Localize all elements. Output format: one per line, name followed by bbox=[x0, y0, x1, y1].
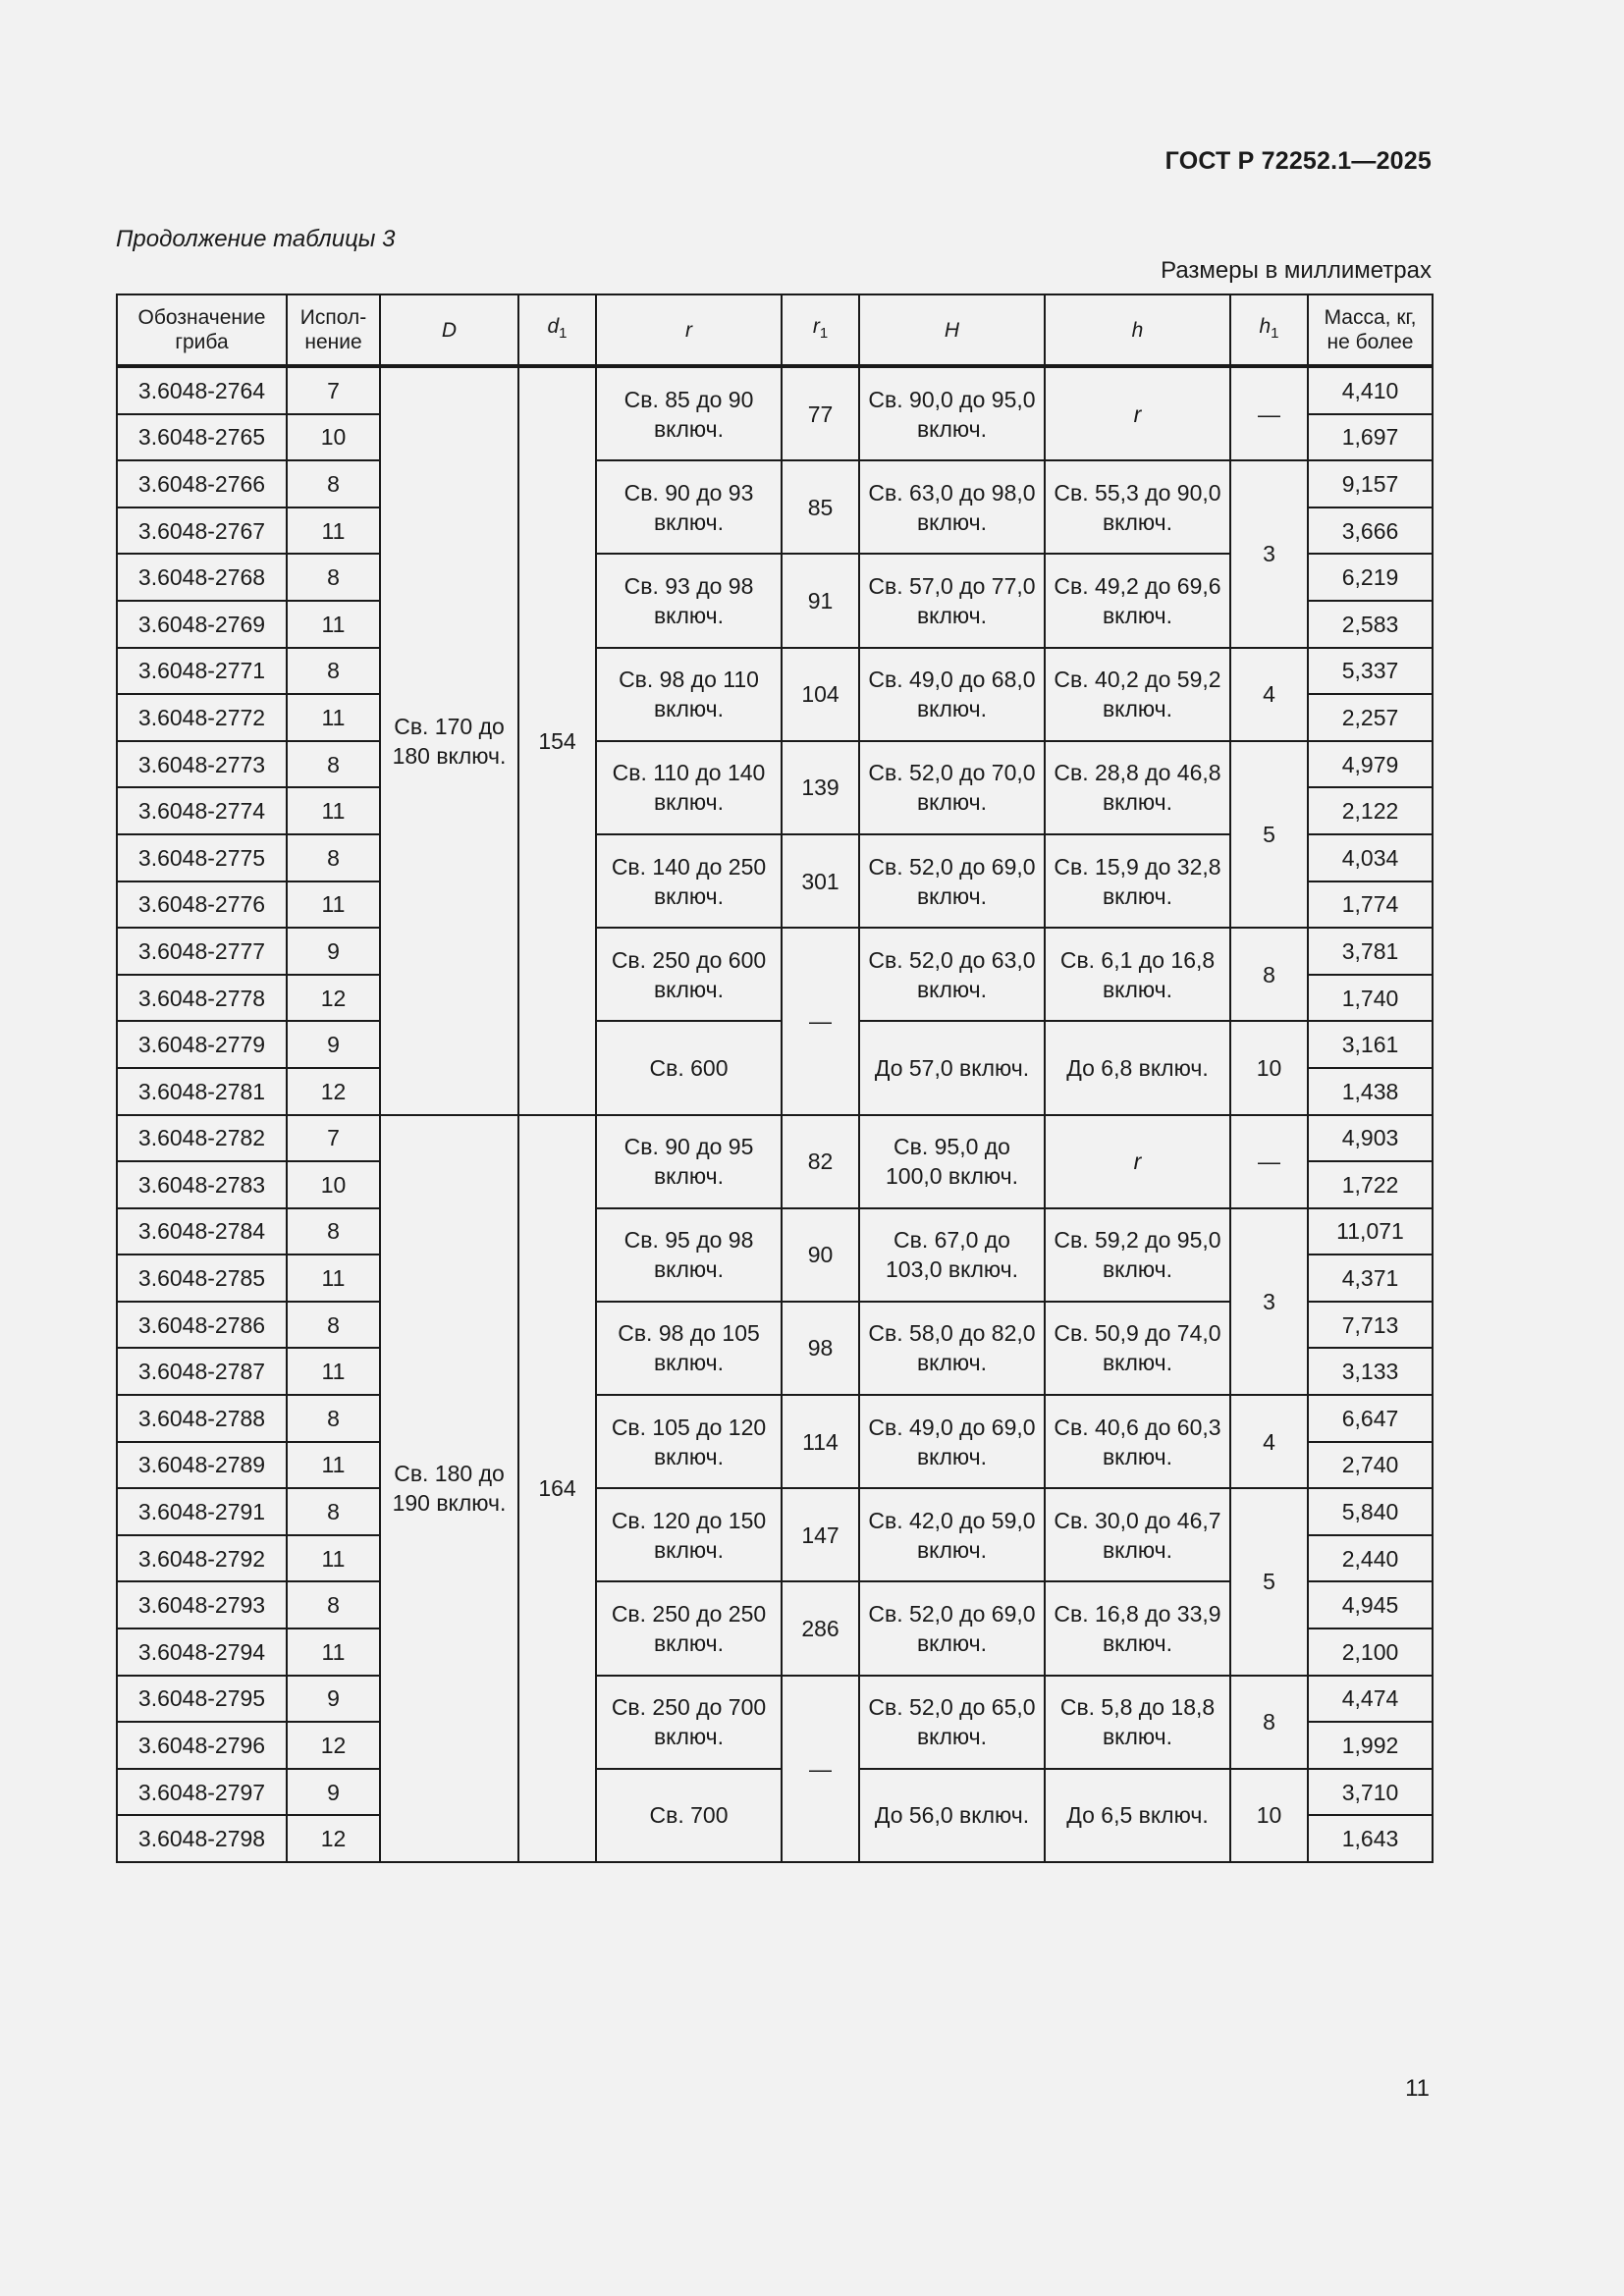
table-row bbox=[117, 366, 1433, 414]
cell-mass: 4,034 bbox=[1308, 834, 1433, 881]
cell-execution: 11 bbox=[287, 601, 380, 648]
cell-H: Св. 52,0 до 69,0 включ. bbox=[859, 1581, 1045, 1675]
cell-r: Св. 105 до 120 включ. bbox=[596, 1395, 782, 1488]
cell-h: Св. 15,9 до 32,8 включ. bbox=[1045, 834, 1230, 928]
cell-mass: 6,647 bbox=[1308, 1395, 1433, 1442]
cell-execution: 7 bbox=[287, 1115, 380, 1162]
cell-execution: 11 bbox=[287, 1255, 380, 1302]
cell-mass: 1,722 bbox=[1308, 1161, 1433, 1208]
cell-mass: 2,740 bbox=[1308, 1442, 1433, 1489]
cell-h1: 5 bbox=[1230, 741, 1308, 928]
table-header-row bbox=[117, 294, 1433, 366]
cell-H: Св. 90,0 до 95,0 включ. bbox=[859, 366, 1045, 460]
header-d1 bbox=[518, 294, 596, 366]
cell-r1: 104 bbox=[782, 648, 859, 741]
header-execution: Испол-нение bbox=[287, 294, 380, 366]
cell-h: Св. 49,2 до 69,6 включ. bbox=[1045, 554, 1230, 647]
cell-r1: — bbox=[782, 1676, 859, 1862]
cell-r1: 139 bbox=[782, 741, 859, 834]
cell-mass: 1,438 bbox=[1308, 1068, 1433, 1115]
cell-execution: 8 bbox=[287, 1395, 380, 1442]
cell-designation: 3.6048-2766 bbox=[117, 460, 287, 507]
cell-r: Св. 98 до 110 включ. bbox=[596, 648, 782, 741]
table-row bbox=[117, 1021, 1433, 1068]
cell-r1: 286 bbox=[782, 1581, 859, 1675]
cell-execution: 11 bbox=[287, 1348, 380, 1395]
cell-execution: 8 bbox=[287, 1208, 380, 1255]
cell-mass: 2,257 bbox=[1308, 694, 1433, 741]
cell-r1: 82 bbox=[782, 1115, 859, 1208]
cell-designation: 3.6048-2781 bbox=[117, 1068, 287, 1115]
cell-designation: 3.6048-2782 bbox=[117, 1115, 287, 1162]
cell-h: Св. 55,3 до 90,0 включ. bbox=[1045, 460, 1230, 554]
cell-mass: 4,979 bbox=[1308, 741, 1433, 788]
cell-H: Св. 49,0 до 69,0 включ. bbox=[859, 1395, 1045, 1488]
cell-mass: 4,945 bbox=[1308, 1581, 1433, 1629]
cell-mass: 1,740 bbox=[1308, 975, 1433, 1022]
cell-designation: 3.6048-2788 bbox=[117, 1395, 287, 1442]
cell-designation: 3.6048-2786 bbox=[117, 1302, 287, 1349]
table-row bbox=[117, 1488, 1433, 1535]
cell-designation: 3.6048-2794 bbox=[117, 1629, 287, 1676]
cell-designation: 3.6048-2765 bbox=[117, 414, 287, 461]
table-row bbox=[117, 928, 1433, 975]
cell-designation: 3.6048-2764 bbox=[117, 366, 287, 414]
cell-r1: 77 bbox=[782, 366, 859, 460]
cell-r: Св. 250 до 250 включ. bbox=[596, 1581, 782, 1675]
cell-r1: 147 bbox=[782, 1488, 859, 1581]
cell-execution: 11 bbox=[287, 1535, 380, 1582]
cell-h1: — bbox=[1230, 1115, 1308, 1208]
cell-H: Св. 67,0 до 103,0 включ. bbox=[859, 1208, 1045, 1302]
cell-designation: 3.6048-2787 bbox=[117, 1348, 287, 1395]
header-h1-symbol: h bbox=[1259, 314, 1272, 338]
cell-h1: 10 bbox=[1230, 1769, 1308, 1862]
cell-mass: 3,781 bbox=[1308, 928, 1433, 975]
cell-r1: 90 bbox=[782, 1208, 859, 1302]
cell-r: Св. 93 до 98 включ. bbox=[596, 554, 782, 647]
cell-execution: 8 bbox=[287, 1488, 380, 1535]
cell-r: Св. 95 до 98 включ. bbox=[596, 1208, 782, 1302]
cell-execution: 11 bbox=[287, 694, 380, 741]
header-d1-symbol: d bbox=[547, 314, 560, 338]
cell-H: Св. 52,0 до 69,0 включ. bbox=[859, 834, 1045, 928]
cell-mass: 2,440 bbox=[1308, 1535, 1433, 1582]
cell-h: До 6,5 включ. bbox=[1045, 1769, 1230, 1862]
cell-H: Св. 58,0 до 82,0 включ. bbox=[859, 1302, 1045, 1395]
cell-execution: 8 bbox=[287, 1302, 380, 1349]
header-r1 bbox=[782, 294, 859, 366]
cell-mass: 1,992 bbox=[1308, 1722, 1433, 1769]
cell-r1: 91 bbox=[782, 554, 859, 647]
cell-h: Св. 16,8 до 33,9 включ. bbox=[1045, 1581, 1230, 1675]
header-H: H bbox=[859, 294, 1045, 366]
cell-designation: 3.6048-2767 bbox=[117, 507, 287, 555]
cell-designation: 3.6048-2777 bbox=[117, 928, 287, 975]
cell-r: Св. 90 до 95 включ. bbox=[596, 1115, 782, 1208]
cell-designation: 3.6048-2772 bbox=[117, 694, 287, 741]
cell-H: Св. 49,0 до 68,0 включ. bbox=[859, 648, 1045, 741]
cell-designation: 3.6048-2797 bbox=[117, 1769, 287, 1816]
cell-mass: 1,643 bbox=[1308, 1815, 1433, 1862]
cell-r: Св. 700 bbox=[596, 1769, 782, 1862]
cell-execution: 8 bbox=[287, 648, 380, 695]
header-r1-subscript: 1 bbox=[819, 325, 829, 343]
cell-mass: 4,903 bbox=[1308, 1115, 1433, 1162]
cell-r1: — bbox=[782, 928, 859, 1114]
cell-designation: 3.6048-2778 bbox=[117, 975, 287, 1022]
cell-execution: 12 bbox=[287, 1068, 380, 1115]
cell-h1: — bbox=[1230, 366, 1308, 460]
cell-H: Св. 63,0 до 98,0 включ. bbox=[859, 460, 1045, 554]
document-code: ГОСТ Р 72252.1—2025 bbox=[1164, 147, 1432, 175]
cell-mass: 7,713 bbox=[1308, 1302, 1433, 1349]
units-note: Размеры в миллиметрах bbox=[1161, 257, 1432, 284]
table-continuation-caption: Продолжение таблицы 3 bbox=[116, 226, 396, 252]
cell-H: До 56,0 включ. bbox=[859, 1769, 1045, 1862]
cell-h1: 4 bbox=[1230, 648, 1308, 741]
cell-execution: 10 bbox=[287, 1161, 380, 1208]
cell-execution: 10 bbox=[287, 414, 380, 461]
cell-designation: 3.6048-2774 bbox=[117, 787, 287, 834]
cell-designation: 3.6048-2789 bbox=[117, 1442, 287, 1489]
cell-h1: 8 bbox=[1230, 1676, 1308, 1769]
cell-execution: 11 bbox=[287, 787, 380, 834]
cell-mass: 3,161 bbox=[1308, 1021, 1433, 1068]
header-designation: Обозначение гриба bbox=[117, 294, 287, 366]
table-row bbox=[117, 741, 1433, 788]
cell-h: Св. 28,8 до 46,8 включ. bbox=[1045, 741, 1230, 834]
cell-mass: 4,474 bbox=[1308, 1676, 1433, 1723]
cell-mass: 5,337 bbox=[1308, 648, 1433, 695]
cell-execution: 8 bbox=[287, 460, 380, 507]
table-row bbox=[117, 1115, 1433, 1162]
cell-r: Св. 600 bbox=[596, 1021, 782, 1114]
cell-mass: 5,840 bbox=[1308, 1488, 1433, 1535]
cell-mass: 2,100 bbox=[1308, 1629, 1433, 1676]
cell-execution: 12 bbox=[287, 1722, 380, 1769]
cell-execution: 11 bbox=[287, 1442, 380, 1489]
cell-h1: 8 bbox=[1230, 928, 1308, 1021]
cell-h1: 5 bbox=[1230, 1488, 1308, 1675]
cell-designation: 3.6048-2771 bbox=[117, 648, 287, 695]
cell-mass: 3,710 bbox=[1308, 1769, 1433, 1816]
header-h1 bbox=[1230, 294, 1308, 366]
cell-r: Св. 90 до 93 включ. bbox=[596, 460, 782, 554]
cell-h: Св. 40,2 до 59,2 включ. bbox=[1045, 648, 1230, 741]
cell-h: До 6,8 включ. bbox=[1045, 1021, 1230, 1114]
cell-execution: 9 bbox=[287, 1676, 380, 1723]
cell-r: Св. 98 до 105 включ. bbox=[596, 1302, 782, 1395]
cell-execution: 8 bbox=[287, 741, 380, 788]
table-row bbox=[117, 460, 1433, 507]
header-h1-subscript: 1 bbox=[1271, 325, 1279, 343]
cell-D: Св. 180 до 190 включ. bbox=[380, 1115, 518, 1863]
cell-execution: 11 bbox=[287, 507, 380, 555]
header-r: r bbox=[596, 294, 782, 366]
cell-r: Св. 120 до 150 включ. bbox=[596, 1488, 782, 1581]
cell-mass: 6,219 bbox=[1308, 554, 1433, 601]
header-h: h bbox=[1045, 294, 1230, 366]
header-D: D bbox=[380, 294, 518, 366]
cell-r1: 114 bbox=[782, 1395, 859, 1488]
cell-execution: 11 bbox=[287, 1629, 380, 1676]
cell-mass: 2,122 bbox=[1308, 787, 1433, 834]
cell-r1: 98 bbox=[782, 1302, 859, 1395]
cell-r: Св. 250 до 600 включ. bbox=[596, 928, 782, 1021]
table-row bbox=[117, 1676, 1433, 1723]
cell-H: Св. 52,0 до 63,0 включ. bbox=[859, 928, 1045, 1021]
cell-d1: 154 bbox=[518, 366, 596, 1115]
cell-designation: 3.6048-2793 bbox=[117, 1581, 287, 1629]
cell-r1: 85 bbox=[782, 460, 859, 554]
page-number: 11 bbox=[1405, 2075, 1430, 2102]
cell-designation: 3.6048-2773 bbox=[117, 741, 287, 788]
cell-r: Св. 85 до 90 включ. bbox=[596, 366, 782, 460]
header-mass: Масса, кг, не более bbox=[1308, 294, 1433, 366]
cell-h: Св. 50,9 до 74,0 включ. bbox=[1045, 1302, 1230, 1395]
cell-H: До 57,0 включ. bbox=[859, 1021, 1045, 1114]
cell-designation: 3.6048-2775 bbox=[117, 834, 287, 881]
cell-mass: 1,697 bbox=[1308, 414, 1433, 461]
dimensions-table bbox=[116, 294, 1434, 1863]
cell-D: Св. 170 до 180 включ. bbox=[380, 366, 518, 1115]
cell-h: r bbox=[1045, 1115, 1230, 1208]
header-d1-subscript: 1 bbox=[559, 325, 568, 343]
cell-designation: 3.6048-2785 bbox=[117, 1255, 287, 1302]
cell-designation: 3.6048-2795 bbox=[117, 1676, 287, 1723]
cell-h: Св. 6,1 до 16,8 включ. bbox=[1045, 928, 1230, 1021]
cell-h1: 3 bbox=[1230, 460, 1308, 647]
cell-h: Св. 30,0 до 46,7 включ. bbox=[1045, 1488, 1230, 1581]
cell-r: Св. 250 до 700 включ. bbox=[596, 1676, 782, 1769]
cell-r1: 301 bbox=[782, 834, 859, 928]
cell-mass: 11,071 bbox=[1308, 1208, 1433, 1255]
table-row bbox=[117, 1769, 1433, 1816]
cell-mass: 4,410 bbox=[1308, 366, 1433, 414]
cell-execution: 9 bbox=[287, 1769, 380, 1816]
cell-mass: 2,583 bbox=[1308, 601, 1433, 648]
cell-H: Св. 42,0 до 59,0 включ. bbox=[859, 1488, 1045, 1581]
cell-h: Св. 40,6 до 60,3 включ. bbox=[1045, 1395, 1230, 1488]
cell-H: Св. 57,0 до 77,0 включ. bbox=[859, 554, 1045, 647]
table-row bbox=[117, 648, 1433, 695]
cell-h: r bbox=[1045, 366, 1230, 460]
cell-h1: 3 bbox=[1230, 1208, 1308, 1395]
cell-H: Св. 95,0 до 100,0 включ. bbox=[859, 1115, 1045, 1208]
cell-designation: 3.6048-2791 bbox=[117, 1488, 287, 1535]
cell-r: Св. 140 до 250 включ. bbox=[596, 834, 782, 928]
cell-r: Св. 110 до 140 включ. bbox=[596, 741, 782, 834]
cell-execution: 7 bbox=[287, 366, 380, 414]
cell-mass: 3,666 bbox=[1308, 507, 1433, 555]
cell-h1: 4 bbox=[1230, 1395, 1308, 1488]
cell-designation: 3.6048-2769 bbox=[117, 601, 287, 648]
cell-mass: 1,774 bbox=[1308, 881, 1433, 929]
cell-execution: 12 bbox=[287, 1815, 380, 1862]
cell-designation: 3.6048-2783 bbox=[117, 1161, 287, 1208]
cell-designation: 3.6048-2784 bbox=[117, 1208, 287, 1255]
cell-mass: 9,157 bbox=[1308, 460, 1433, 507]
cell-execution: 12 bbox=[287, 975, 380, 1022]
cell-designation: 3.6048-2798 bbox=[117, 1815, 287, 1862]
cell-execution: 11 bbox=[287, 881, 380, 929]
cell-h1: 10 bbox=[1230, 1021, 1308, 1114]
cell-H: Св. 52,0 до 70,0 включ. bbox=[859, 741, 1045, 834]
cell-H: Св. 52,0 до 65,0 включ. bbox=[859, 1676, 1045, 1769]
cell-mass: 4,371 bbox=[1308, 1255, 1433, 1302]
cell-mass: 3,133 bbox=[1308, 1348, 1433, 1395]
cell-execution: 8 bbox=[287, 554, 380, 601]
cell-designation: 3.6048-2768 bbox=[117, 554, 287, 601]
header-r1-symbol: r bbox=[812, 314, 820, 338]
cell-h: Св. 59,2 до 95,0 включ. bbox=[1045, 1208, 1230, 1302]
cell-execution: 9 bbox=[287, 1021, 380, 1068]
cell-execution: 9 bbox=[287, 928, 380, 975]
cell-execution: 8 bbox=[287, 834, 380, 881]
cell-d1: 164 bbox=[518, 1115, 596, 1863]
cell-designation: 3.6048-2776 bbox=[117, 881, 287, 929]
cell-designation: 3.6048-2796 bbox=[117, 1722, 287, 1769]
table-row bbox=[117, 1395, 1433, 1442]
cell-designation: 3.6048-2779 bbox=[117, 1021, 287, 1068]
cell-h: Св. 5,8 до 18,8 включ. bbox=[1045, 1676, 1230, 1769]
cell-execution: 8 bbox=[287, 1581, 380, 1629]
table-row bbox=[117, 1208, 1433, 1255]
cell-designation: 3.6048-2792 bbox=[117, 1535, 287, 1582]
